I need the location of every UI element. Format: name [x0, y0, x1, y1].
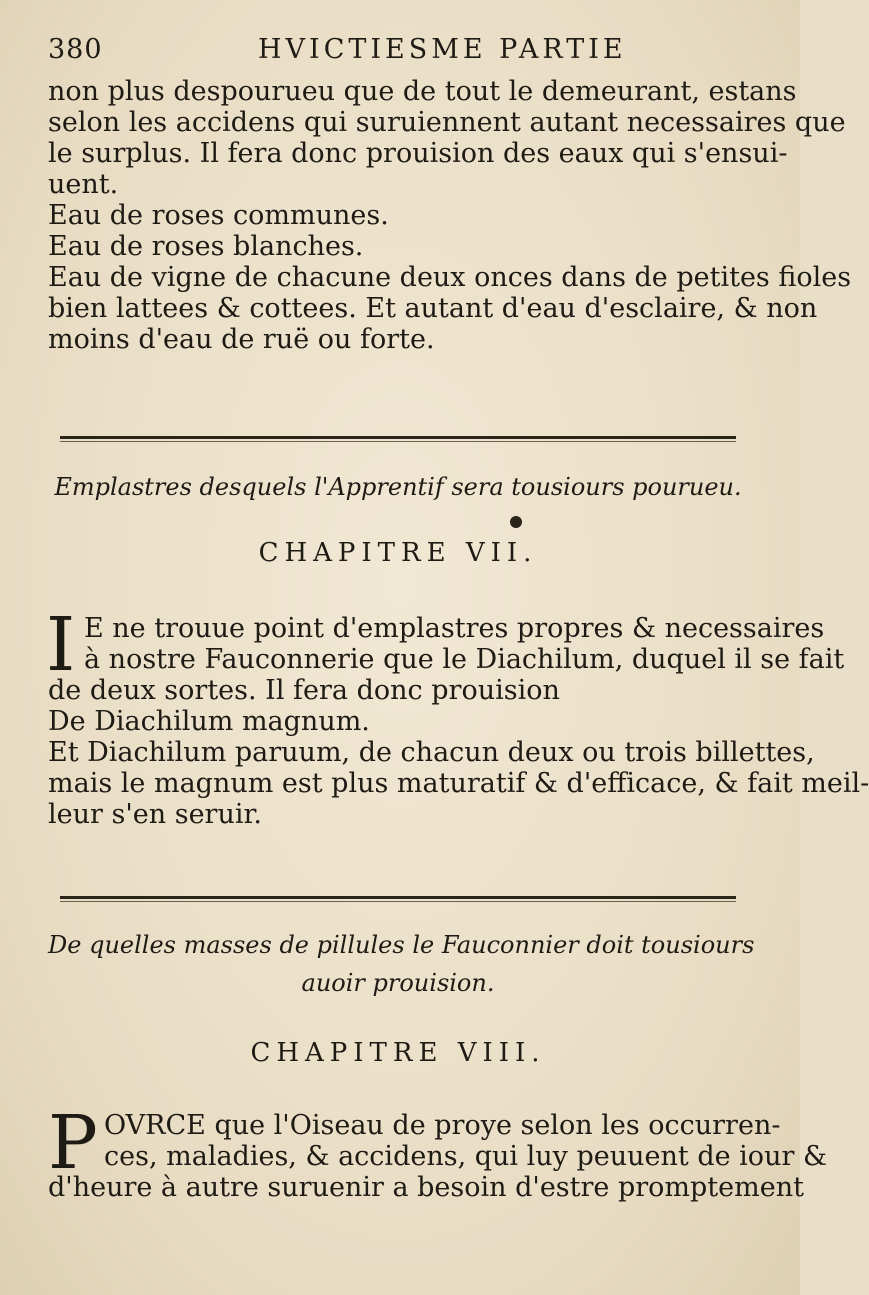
text-line: d'heure à autre suruenir a besoin d'estre promptement — [48, 1172, 804, 1203]
text-line: uent. — [48, 169, 119, 200]
chapter-8-heading: CHAPITRE VIII. — [250, 1038, 546, 1068]
chapter-8-caption-line-2: auoir prouision. — [301, 969, 495, 997]
text-line: de deux sortes. Il fera donc prouision — [48, 675, 560, 706]
text-line: bien lattees & cottees. Et autant d'eau d'esclaire, & non — [48, 293, 818, 324]
text-line: non plus despourueu que de tout le demeurant, estans — [48, 76, 797, 107]
section-2-text — [48, 613, 869, 830]
running-head: HVICTIESME PARTIE — [258, 34, 627, 65]
section-3-text — [48, 1100, 827, 1203]
text-line: mais le magnum est plus maturatif & d'efficace, & fait meil- — [48, 768, 869, 799]
chapter-7-caption: Emplastres desquels l'Apprentif sera tousiours pourueu. — [54, 473, 742, 501]
text-line: le surplus. Il fera donc prouision des eaux qui s'ensui- — [48, 138, 788, 169]
text-line: ces, maladies, & accidens, qui luy peuuent de iour & — [104, 1141, 827, 1172]
page-header — [48, 34, 768, 74]
drop-cap-p: P — [48, 1100, 98, 1186]
text-line: à nostre Fauconnerie que le Diachilum, duquel il se fait — [84, 644, 845, 675]
drop-cap-i: I — [46, 602, 76, 688]
section-1-text — [48, 76, 852, 355]
section-divider-rule — [60, 896, 736, 899]
text-line: moins d'eau de ruë ou forte. — [48, 324, 435, 355]
section-divider-rule — [60, 436, 736, 439]
page-number: 380 — [48, 34, 103, 65]
text-line: De Diachilum magnum. — [48, 706, 370, 737]
chapter-8-caption-line-1: De quelles masses de pillules le Fauconnier doit tousiours — [48, 931, 755, 959]
text-line: selon les accidens qui suruiennent autant necessaires que — [48, 107, 846, 138]
text-line: Eau de roses communes. — [48, 200, 389, 231]
ornament-bullet — [510, 516, 522, 528]
text-line: leur s'en seruir. — [48, 799, 263, 830]
chapter-7-heading: CHAPITRE VII. — [258, 538, 538, 568]
text-line: Eau de roses blanches. — [48, 231, 364, 262]
text-line: Et Diachilum paruum, de chacun deux ou trois billettes, — [48, 737, 815, 768]
text-line: OVRCE que l'Oiseau de proye selon les occurren- — [104, 1110, 781, 1141]
text-line: E ne trouue point d'emplastres propres & necessaires — [84, 613, 825, 644]
text-line: Eau de vigne de chacune deux onces dans de petites fioles — [48, 262, 852, 293]
